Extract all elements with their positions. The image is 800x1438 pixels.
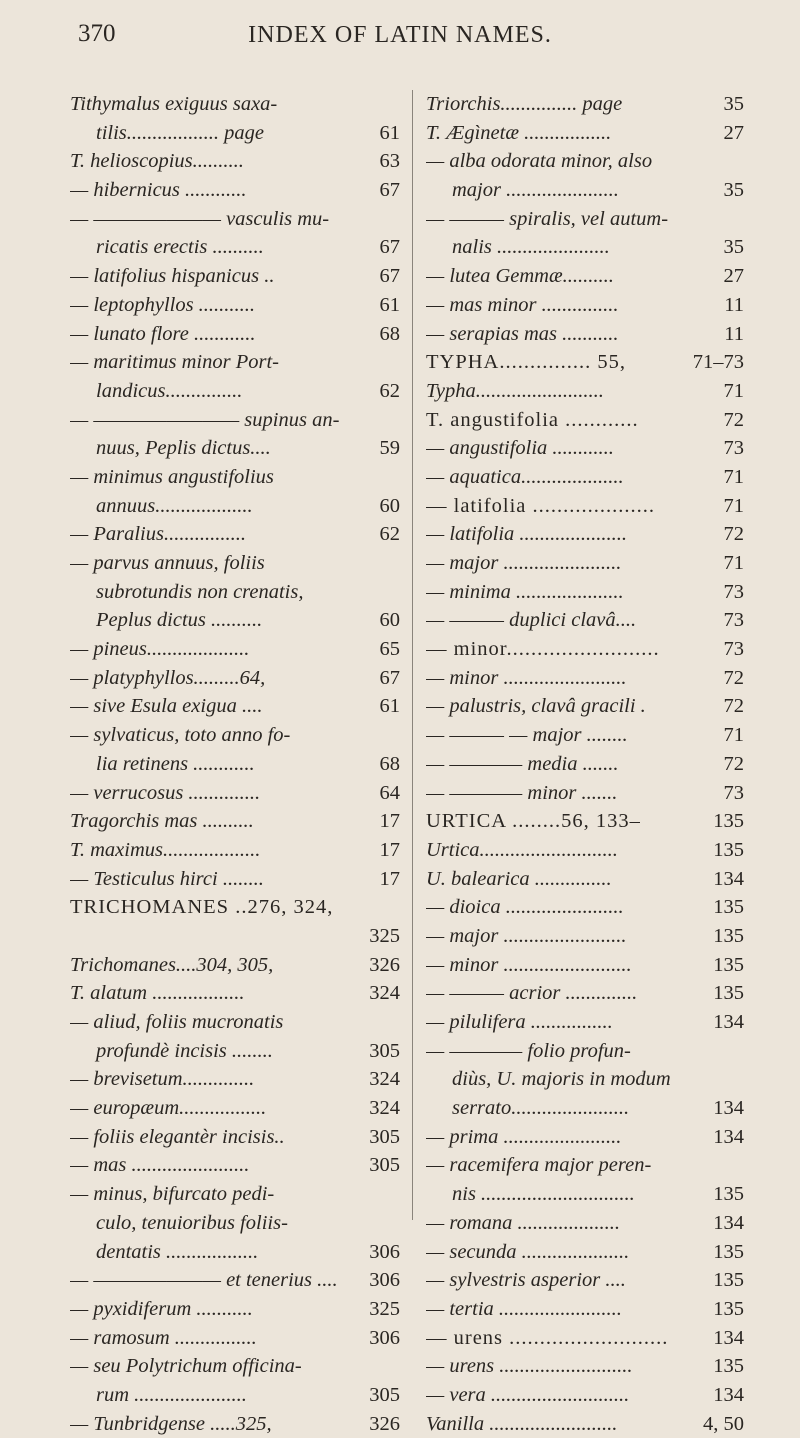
entry-page-ref: 17 <box>376 865 401 894</box>
entry-page-ref: 134 <box>709 1008 744 1037</box>
index-entry <box>426 1209 744 1238</box>
entry-term: — latifolia .................... <box>426 494 656 517</box>
entry-page-ref: 59 <box>376 434 401 463</box>
index-entry <box>70 1008 400 1037</box>
entry-term: — ———————— supinus an- <box>70 408 340 431</box>
entry-term: — foliis elegantèr incisis.. <box>70 1125 285 1148</box>
entry-page-ref: 60 <box>376 492 401 521</box>
entry-term: — major ........................ <box>426 924 627 947</box>
index-entry <box>426 147 744 176</box>
index-entry <box>70 951 400 980</box>
entry-term: — ———— minor ....... <box>426 781 618 804</box>
index-entry <box>426 434 744 463</box>
entry-term: — palustris, clavâ gracili . <box>426 695 646 718</box>
entry-page-ref: 305 <box>365 1381 400 1410</box>
page-number: 370 <box>78 20 116 47</box>
entry-page-ref: 68 <box>376 750 401 779</box>
entry-page-ref: 11 <box>720 291 744 320</box>
entry-term: — secunda ..................... <box>426 1240 630 1263</box>
index-entry <box>426 692 744 721</box>
index-entry <box>70 406 400 435</box>
entry-term: — latifolius hispanicus .. <box>70 265 275 288</box>
entry-page-ref: 73 <box>720 434 745 463</box>
index-entry <box>426 951 744 980</box>
entry-page-ref: 305 <box>365 1123 400 1152</box>
entry-term: — seu Polytrichum officina- <box>70 1355 302 1378</box>
index-entry <box>426 922 744 951</box>
index-entry <box>70 233 400 262</box>
entry-page-ref: 35 <box>720 90 745 119</box>
entry-page-ref: 71 <box>720 377 745 406</box>
index-entry <box>70 1151 400 1180</box>
entry-term: — minor ......................... <box>426 953 632 976</box>
index-entry <box>70 90 400 119</box>
entry-page-ref: 73 <box>720 779 745 808</box>
entry-term: lia retinens ............ <box>96 752 255 775</box>
entry-page-ref: 17 <box>376 836 401 865</box>
entry-page-ref: 67 <box>376 176 401 205</box>
index-column-left <box>70 90 400 1438</box>
entry-page-ref: 17 <box>376 807 401 836</box>
index-entry <box>426 1094 744 1123</box>
entry-term: — parvus annuus, foliis <box>70 552 265 574</box>
entry-page-ref: 135 <box>709 979 744 1008</box>
entry-term: — ——— spiralis, vel autum- <box>426 207 669 230</box>
entry-page-ref: 135 <box>709 1352 744 1381</box>
entry-page-ref: 134 <box>709 1381 744 1410</box>
entry-term: — verrucosus .............. <box>70 781 261 804</box>
entry-term: Typha......................... <box>426 379 604 402</box>
index-entry <box>426 205 744 234</box>
index-entry <box>70 1352 400 1381</box>
index-entry <box>426 606 744 635</box>
index-entry <box>426 1065 744 1094</box>
index-entry <box>70 779 400 808</box>
index-entry <box>426 1123 744 1152</box>
entry-term: tilis.................. page <box>96 121 264 144</box>
index-entry <box>70 1037 400 1066</box>
entry-term: — racemifera major peren- <box>426 1154 652 1177</box>
entry-term: — Testiculus hirci ........ <box>70 867 264 890</box>
entry-page-ref: 306 <box>365 1238 400 1267</box>
entry-term: culo, tenuioribus foliis- <box>96 1211 288 1234</box>
entry-page-ref: 324 <box>365 1094 400 1123</box>
entry-term: — pilulifera ................ <box>426 1011 613 1033</box>
entry-page-ref: 134 <box>709 1324 744 1353</box>
index-entry <box>70 1295 400 1324</box>
index-entry <box>426 1352 744 1381</box>
entry-term: dentatis .................. <box>96 1240 259 1263</box>
index-entry <box>70 1209 400 1238</box>
entry-page-ref: 62 <box>376 520 401 549</box>
index-column-right <box>426 90 744 1438</box>
entry-page-ref: 71 <box>720 492 745 521</box>
index-entry <box>70 979 400 1008</box>
index-entry <box>426 635 744 664</box>
entry-term: serrato....................... <box>452 1097 630 1120</box>
entry-term: — major ....................... <box>426 552 622 574</box>
index-entry <box>426 1295 744 1324</box>
entry-page-ref: 72 <box>720 750 745 779</box>
entry-term: — minimus angustifolius <box>70 465 274 488</box>
index-entry <box>426 320 744 349</box>
entry-term: — aliud, foliis mucronatis <box>70 1011 284 1033</box>
index-entry <box>70 1410 400 1438</box>
entry-page-ref: 135 <box>709 1295 744 1324</box>
entry-page-ref: 72 <box>720 664 745 693</box>
entry-page-ref: 72 <box>720 692 745 721</box>
entry-page-ref: 61 <box>376 119 401 148</box>
index-entry <box>70 836 400 865</box>
entry-term: Triorchis............... page <box>426 93 623 115</box>
entry-term: nalis ...................... <box>452 236 610 259</box>
entry-term: — sylvaticus, toto anno fo- <box>70 724 291 747</box>
index-entry <box>426 1410 744 1438</box>
entry-page-ref: 135 <box>709 951 744 980</box>
entry-term: — minor......................... <box>426 638 660 661</box>
entry-term: — urens .......................... <box>426 1326 669 1349</box>
index-entry <box>426 233 744 262</box>
index-entry <box>70 606 400 635</box>
entry-page-ref: 71 <box>720 549 745 578</box>
entry-term: ricatis erectis .......... <box>96 236 264 259</box>
entry-term: — serapias mas ........... <box>426 322 619 345</box>
index-entry <box>70 377 400 406</box>
entry-page-ref: 27 <box>720 119 745 148</box>
index-entry <box>70 492 400 521</box>
index-entry <box>426 1151 744 1180</box>
entry-page-ref: 27 <box>720 262 745 291</box>
entry-term: — minus, bifurcato pedi- <box>70 1183 275 1206</box>
entry-term: Tithymalus exiguus saxa- <box>70 93 278 115</box>
index-entry <box>70 922 400 951</box>
entry-term: — tertia ........................ <box>426 1297 622 1320</box>
entry-term: nis .............................. <box>452 1183 635 1206</box>
entry-page-ref: 63 <box>376 147 401 176</box>
index-entry <box>426 549 744 578</box>
entry-term: — ——— acrior .............. <box>426 982 638 1005</box>
entry-term: profundè incisis ........ <box>96 1039 273 1062</box>
index-entry <box>426 463 744 492</box>
entry-page-ref: 61 <box>376 291 401 320</box>
index-entry <box>426 492 744 521</box>
page-header <box>0 14 800 54</box>
entry-term: U. balearica ............... <box>426 867 612 890</box>
index-entry <box>70 635 400 664</box>
index-entry <box>426 836 744 865</box>
entry-term: — urens .......................... <box>426 1355 633 1378</box>
entry-page-ref: 73 <box>720 578 745 607</box>
entry-term: — maritimus minor Port- <box>70 351 280 374</box>
index-entry <box>70 750 400 779</box>
entry-page-ref: 62 <box>376 377 401 406</box>
entry-page-ref: 134 <box>709 1209 744 1238</box>
entry-term: — ——— — major ........ <box>426 724 628 747</box>
index-entry <box>426 119 744 148</box>
index-entry <box>70 147 400 176</box>
index-entry <box>426 807 744 836</box>
entry-term: — vera ........................... <box>426 1383 630 1406</box>
index-entry <box>426 1180 744 1209</box>
entry-page-ref: 325 <box>365 922 400 951</box>
entry-page-ref: 306 <box>365 1266 400 1295</box>
entry-term: T. angustifolia ............ <box>426 408 639 431</box>
entry-term: — dioica ....................... <box>426 896 624 919</box>
index-entry <box>70 1065 400 1094</box>
entry-page-ref: 305 <box>365 1151 400 1180</box>
entry-page-ref: 68 <box>376 320 401 349</box>
entry-term: — pyxidiferum ........... <box>70 1297 253 1320</box>
index-entry <box>70 893 400 922</box>
index-entry <box>426 1381 744 1410</box>
index-entry <box>426 377 744 406</box>
entry-page-ref: 67 <box>376 262 401 291</box>
index-entry <box>70 1266 400 1295</box>
entry-page-ref: 134 <box>709 1123 744 1152</box>
entry-term: — lutea Gemmæ.......... <box>426 265 614 288</box>
entry-term: TRICHOMANES ..276, 324, <box>70 896 334 919</box>
entry-term: nuus, Peplis dictus.... <box>96 437 271 460</box>
index-entry <box>70 205 400 234</box>
entry-page-ref: 135 <box>709 893 744 922</box>
entry-term: diùs, U. majoris in modum <box>452 1068 671 1091</box>
entry-page-ref: 72 <box>720 520 745 549</box>
index-entry <box>70 1123 400 1152</box>
entry-term: landicus............... <box>96 379 243 402</box>
entry-term: T. maximus................... <box>70 838 261 861</box>
index-entry <box>70 1381 400 1410</box>
index-entry <box>70 176 400 205</box>
index-entry <box>426 865 744 894</box>
entry-page-ref: 61 <box>376 692 401 721</box>
index-entry <box>70 291 400 320</box>
entry-term: — ——————— et tenerius .... <box>70 1269 338 1292</box>
index-entry <box>426 262 744 291</box>
entry-term: — prima ....................... <box>426 1125 622 1148</box>
entry-term: URTICA ........56, 133– <box>426 810 641 833</box>
entry-page-ref: 65 <box>376 635 401 664</box>
entry-term: — mas minor ............... <box>426 293 619 316</box>
entry-term: Trichomanes....304, 305, <box>70 953 274 976</box>
entry-term: — ———— media ....... <box>426 752 619 775</box>
entry-term: — ——— duplici clavâ.... <box>426 609 637 632</box>
entry-page-ref: 134 <box>709 1094 744 1123</box>
entry-term: — leptophyllos ........... <box>70 293 256 316</box>
entry-page-ref: 135 <box>709 1266 744 1295</box>
entry-page-ref: 60 <box>376 606 401 635</box>
entry-page-ref: 135 <box>709 922 744 951</box>
index-entry <box>426 176 744 205</box>
entry-page-ref: 135 <box>709 1180 744 1209</box>
entry-page-ref: 326 <box>365 1410 400 1438</box>
entry-page-ref: 71 <box>720 463 745 492</box>
entry-term: — latifolia ..................... <box>426 523 628 546</box>
entry-term: — ramosum ................ <box>70 1326 257 1349</box>
entry-term: — angustifolia ............ <box>426 437 614 460</box>
entry-term: Urtica........................... <box>426 838 618 861</box>
entry-term: major ...................... <box>452 179 619 202</box>
entry-term: — mas ....................... <box>70 1154 250 1177</box>
index-entry <box>70 320 400 349</box>
column-divider <box>412 90 413 1220</box>
entry-page-ref: 134 <box>709 865 744 894</box>
entry-term: — romana .................... <box>426 1211 620 1234</box>
entry-term: — ——————— vasculis mu- <box>70 207 330 230</box>
entry-term: — minima ..................... <box>426 580 624 603</box>
entry-page-ref: 71 <box>720 721 745 750</box>
index-entry <box>70 520 400 549</box>
entry-term: — minor ........................ <box>426 666 627 689</box>
index-entry <box>70 348 400 377</box>
entry-page-ref: 135 <box>709 1238 744 1267</box>
entry-page-ref: 35 <box>720 233 745 262</box>
entry-page-ref: 326 <box>365 951 400 980</box>
index-entry <box>426 721 744 750</box>
entry-term: TYPHA............... 55, <box>426 351 626 374</box>
index-entry <box>70 463 400 492</box>
entry-term: — lunato flore ............ <box>70 322 256 345</box>
index-entry <box>426 1238 744 1267</box>
index-entry <box>70 578 400 607</box>
entry-term: — ———— folio profun- <box>426 1039 631 1062</box>
entry-term: — brevisetum.............. <box>70 1068 255 1091</box>
index-entry <box>70 434 400 463</box>
index-entry <box>426 893 744 922</box>
index-entry <box>426 750 744 779</box>
entry-page-ref: 64 <box>376 779 401 808</box>
entry-term: Tragorchis mas .......... <box>70 810 254 833</box>
index-entry <box>70 807 400 836</box>
entry-page-ref: 72 <box>720 406 745 435</box>
index-entry <box>426 779 744 808</box>
entry-page-ref: 73 <box>720 606 745 635</box>
entry-term: T. helioscopius.......... <box>70 150 244 173</box>
entry-term: annuus................... <box>96 494 253 517</box>
index-entry <box>426 1324 744 1353</box>
entry-page-ref: 135 <box>709 807 744 836</box>
entry-term: Vanilla ......................... <box>426 1412 618 1435</box>
entry-page-ref: 35 <box>720 176 745 205</box>
entry-page-ref: 324 <box>365 1065 400 1094</box>
entry-page-ref: 306 <box>365 1324 400 1353</box>
entry-term: — europæum................. <box>70 1097 267 1120</box>
entry-term: subrotundis non crenatis, <box>96 580 304 603</box>
entry-page-ref: 11 <box>720 320 744 349</box>
index-entry <box>70 721 400 750</box>
entry-term: — Tunbridgense .....325, <box>70 1412 272 1435</box>
entry-term: — aquatica.................... <box>426 465 624 488</box>
index-entry <box>426 664 744 693</box>
index-entry <box>426 1008 744 1037</box>
index-entry <box>70 1238 400 1267</box>
entry-page-ref: 73 <box>720 635 745 664</box>
index-entry <box>426 291 744 320</box>
entry-term: — hibernicus ............ <box>70 179 247 202</box>
index-entry <box>426 979 744 1008</box>
index-entry <box>70 664 400 693</box>
index-entry <box>426 348 744 377</box>
index-entry <box>70 865 400 894</box>
entry-page-ref: 325 <box>365 1295 400 1324</box>
entry-page-ref: 135 <box>709 836 744 865</box>
index-entry <box>70 549 400 578</box>
entry-term: T. alatum .................. <box>70 982 245 1005</box>
index-entry <box>70 262 400 291</box>
entry-term: Peplus dictus .......... <box>96 609 263 632</box>
entry-term: — pineus.................... <box>70 638 250 661</box>
entry-term: — alba odorata minor, also <box>426 150 653 173</box>
entry-page-ref: 67 <box>376 233 401 262</box>
page-title: INDEX OF LATIN NAMES. <box>248 22 552 48</box>
entry-term: — sive Esula exigua .... <box>70 695 263 718</box>
entry-term: rum ...................... <box>96 1383 247 1406</box>
index-entry <box>70 1324 400 1353</box>
entry-page-ref: 71–73 <box>689 348 744 377</box>
index-entry <box>426 520 744 549</box>
index-entry <box>426 1037 744 1066</box>
index-entry <box>70 119 400 148</box>
entry-page-ref: 67 <box>376 664 401 693</box>
index-entry <box>426 90 744 119</box>
index-entry <box>70 1094 400 1123</box>
index-entry <box>70 1180 400 1209</box>
entry-page-ref: 324 <box>365 979 400 1008</box>
entry-term: T. Ægìnetæ ................. <box>426 121 612 144</box>
entry-page-ref: 4, 50 <box>699 1410 744 1438</box>
entry-term: — platyphyllos.........64, <box>70 666 266 689</box>
index-entry <box>426 1266 744 1295</box>
index-entry <box>426 406 744 435</box>
entry-page-ref: 305 <box>365 1037 400 1066</box>
entry-term: — sylvestris asperior .... <box>426 1269 626 1292</box>
entry-term: — Paralius................ <box>70 523 246 546</box>
index-entry <box>426 578 744 607</box>
index-entry <box>70 692 400 721</box>
